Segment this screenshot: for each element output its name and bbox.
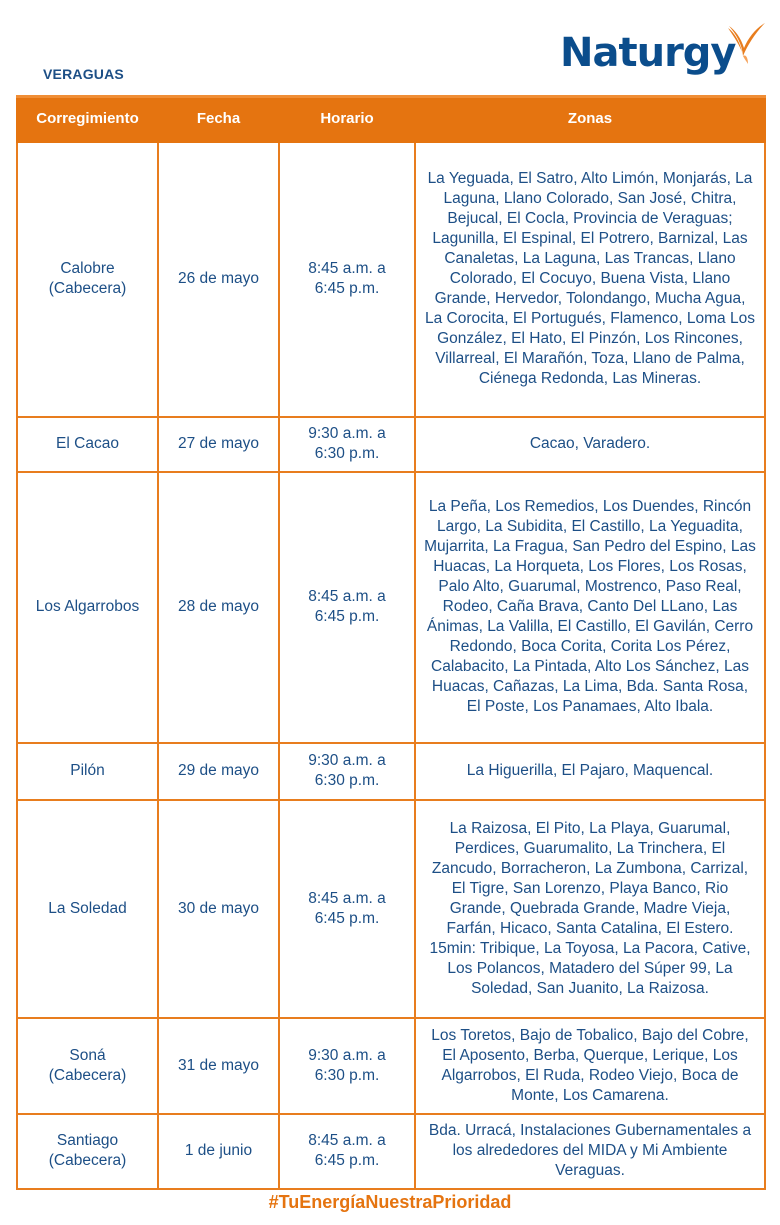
horario-end: 6:30 p.m. — [314, 772, 380, 789]
horario-end: 6:45 p.m. — [314, 909, 380, 927]
cell-corregimiento: La Soledad — [17, 800, 158, 1018]
table-row — [17, 1018, 765, 1114]
outage-schedule-table — [16, 95, 766, 1190]
cell-horario — [279, 743, 415, 800]
cell-fecha: 27 de mayo — [158, 417, 279, 472]
table-header-row — [17, 97, 765, 142]
horario-start: 8:45 a.m. a — [308, 1132, 386, 1149]
cell-horario — [279, 1018, 415, 1114]
column-header-horario: Horario — [279, 97, 415, 142]
table-row — [17, 472, 765, 743]
cell-corregimiento — [17, 1018, 158, 1114]
corregimiento-note: (Cabecera) — [48, 280, 127, 297]
cell-fecha: 30 de mayo — [158, 800, 279, 1018]
cell-corregimiento — [17, 142, 158, 417]
cell-zonas: La Yeguada, El Satro, Alto Limón, Monjarás, La Laguna, Llano Colorado, San José, Chitra, Bejucal, El Cocla, Provincia de Veraguas; Lagunilla, El Espinal, El Potrero, Barnizal, Las Canaletas, La Laguna, Las Trancas, Llano Colorado, El Cocuyo, Buena Vista, Llano Grande, Hervedor, Tolondango, Mucha Agua, La Corocita, El Portugués, Flamenco, Loma Los González, El Hato, El Pinzón, Los Rincones, Villarreal, El Marañón, Toza, Llano de Palma, Ciénega Redonda, Las Mineras. — [415, 142, 765, 417]
cell-fecha: 31 de mayo — [158, 1018, 279, 1114]
cell-fecha: 1 de junio — [158, 1114, 279, 1189]
cell-zonas: Los Toretos, Bajo de Tobalico, Bajo del Cobre, El Aposento, Berba, Querque, Lerique, Los Algarrobos, El Ruda, Rodeo Viejo, Boca de Monte, Los Camarena. — [415, 1018, 765, 1114]
cell-horario — [279, 472, 415, 743]
cell-fecha: 29 de mayo — [158, 743, 279, 800]
cell-corregimiento — [17, 1114, 158, 1189]
cell-zonas: Cacao, Varadero. — [415, 417, 765, 472]
corregimiento-note: (Cabecera) — [48, 1152, 127, 1169]
table-row — [17, 743, 765, 800]
cell-zonas: La Higuerilla, El Pajaro, Maquencal. — [415, 743, 765, 800]
horario-end: 6:45 p.m. — [314, 1152, 380, 1169]
cell-corregimiento: Los Algarrobos — [17, 472, 158, 743]
column-header-corregimiento: Corregimiento — [17, 97, 158, 142]
cell-zonas: Bda. Urracá, Instalaciones Gubernamentales a los alrededores del MIDA y Mi Ambiente Veraguas. — [415, 1114, 765, 1189]
butterfly-icon — [726, 20, 766, 66]
corregimiento-name: Calobre — [60, 260, 115, 277]
cell-horario — [279, 1114, 415, 1189]
region-title: VERAGUAS — [43, 66, 124, 82]
cell-fecha: 26 de mayo — [158, 142, 279, 417]
zonas-15min-list: 15min: Tribique, La Toyosa, La Pacora, Cative, Los Polancos, Matadero del Súper 99, La Soledad, San Juanito, La Raizosa. — [429, 939, 751, 997]
horario-start: 9:30 a.m. a — [308, 1046, 386, 1064]
cell-fecha: 28 de mayo — [158, 472, 279, 743]
cell-horario — [279, 417, 415, 472]
cell-horario — [279, 800, 415, 1018]
horario-start: 8:45 a.m. a — [308, 889, 386, 907]
corregimiento-name: Santiago — [56, 1132, 119, 1149]
cell-horario — [279, 142, 415, 417]
campaign-hashtag: #TuEnergíaNuestraPrioridad — [268, 1192, 512, 1212]
cell-zonas — [415, 800, 765, 1018]
corregimiento-name: Soná — [69, 1046, 106, 1064]
corregimiento-note: (Cabecera) — [48, 1066, 127, 1084]
table-row — [17, 417, 765, 472]
cell-corregimiento: El Cacao — [17, 417, 158, 472]
horario-start: 8:45 a.m. a — [308, 588, 386, 605]
horario-start: 8:45 a.m. a — [308, 260, 386, 277]
table-row — [17, 800, 765, 1018]
cell-corregimiento: Pilón — [17, 743, 158, 800]
table-row — [17, 1114, 765, 1189]
horario-start: 9:30 a.m. a — [308, 752, 386, 769]
column-header-zonas: Zonas — [415, 97, 765, 142]
brand-wordmark: Naturgy — [560, 30, 736, 76]
horario-end: 6:30 p.m. — [314, 445, 380, 462]
naturgy-logo — [560, 22, 770, 84]
horario-start: 9:30 a.m. a — [308, 425, 386, 442]
table-row — [17, 142, 765, 417]
cell-zonas: La Peña, Los Remedios, Los Duendes, Rincón Largo, La Subidita, El Castillo, La Yeguadita, Mujarrita, La Fragua, San Pedro del Espino, Las Huacas, La Horqueta, Los Flores, Los Rosas, Palo Alto, Guarumal, Mostrenco, Paso Real, Rodeo, Caña Brava, Canto Del LLano, Las Ánimas, La Valilla, El Castillo, El Gavilán, Cerro Redondo, Boca Corita, Corita Los Pérez, Calabacito, La Pintada, Alto Los Sánchez, Las Huacas, Cañazas, La Lima, Bda. Santa Rosa, El Poste, Los Panamaes, Alto Ibala. — [415, 472, 765, 743]
column-header-fecha: Fecha — [158, 97, 279, 142]
horario-end: 6:45 p.m. — [314, 280, 380, 297]
horario-end: 6:30 p.m. — [314, 1066, 380, 1084]
zonas-list: La Raizosa, El Pito, La Playa, Guarumal, Perdices, Guarumalito, La Trinchera, El Zancudo, Borracheron, La Zumbona, Carrizal, El Tigre, San Lorenzo, Playa Banco, Rio Grande, Quebrada Grande, Madre Vieja, Farfán, Hicaco, Santa Catalina, El Estero. — [431, 819, 749, 937]
horario-end: 6:45 p.m. — [314, 608, 380, 625]
